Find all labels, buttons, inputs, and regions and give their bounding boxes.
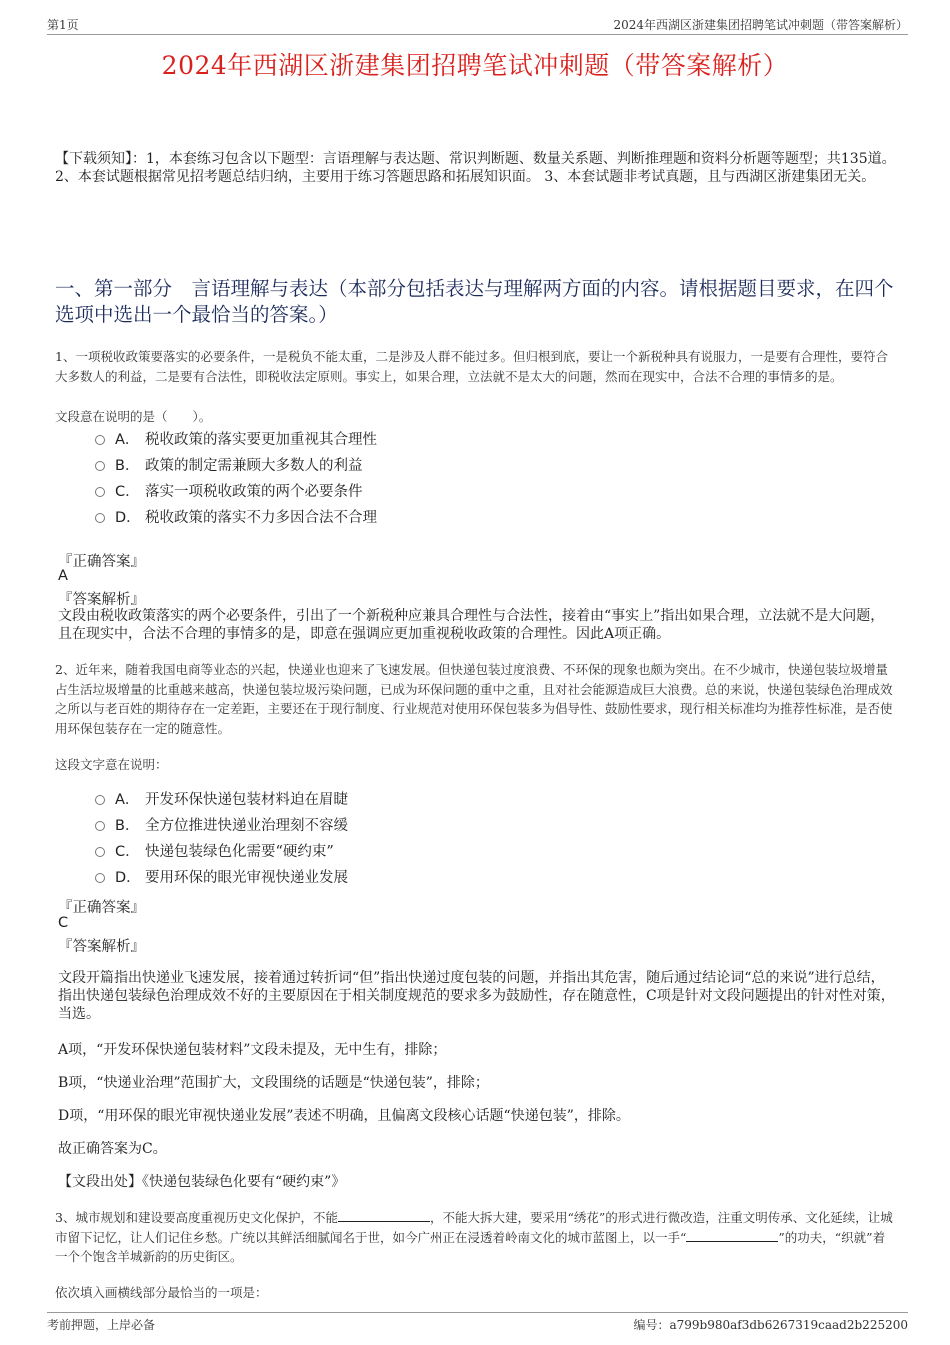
question-1-option-a[interactable]: A． 税收政策的落实要更加重视其合理性 [95, 428, 377, 454]
page-footer [47, 1312, 908, 1333]
question-2-analysis: 文段开篇指出快递业飞速发展，接着通过转折词“但”指出快递过度包装的问题，并指出其危害，随后通过结论词“总的来说”进行总结，指出快递包装绿色治理成效不好的主要原因在于相关制度规范的要求多为鼓励性，存在随意性，C项是针对文段问题提出的针对性对策，当选。 [58, 970, 895, 1022]
question-2-answer-label: 『正确答案』 [58, 900, 145, 916]
radio-icon[interactable] [95, 873, 105, 883]
page-number: 第1页 [47, 18, 79, 32]
question-2-option-b-analysis: B项，“快递业治理”范围扩大，文段围绕的话题是“快递包装”，排除； [58, 1075, 489, 1091]
fill-blank-2[interactable] [686, 1231, 778, 1242]
question-2-option-a-analysis: A项，“开发环保快递包装材料”文段未提及，无中生有，排除； [58, 1042, 447, 1058]
question-2-option-d[interactable]: D． 要用环保的眼光审视快递业发展 [95, 866, 348, 892]
download-notice: 【下载须知】：1，本套练习包含以下题型：言语理解与表达题、常识判断题、数量关系题、判断推理题和资料分析题等题型；共135道。 2、本套试题根据常见招考题总结归纳，主要用于练习答题思路和拓展知识面。 3、本套试题非考试真题，且与西湖区浙建集团无关。 [55, 151, 896, 185]
page-header [47, 14, 908, 35]
question-2-option-b[interactable]: B． 全方位推进快递业治理刻不容缓 [95, 814, 348, 840]
header-doc-title: 2024年西湖区浙建集团招聘笔试冲刺题（带答案解析） [613, 18, 908, 32]
question-1-stem: 1、一项税收政策要落实的必要条件，一是税负不能太重，二是涉及人群不能过多。但归根到底，要让一个新税种具有说服力，一是要有合理性，要符合大多数人的利益，二是要有合法性，即税收法定原则。事实上，如果合理，立法就不是太大的问题，然而在现实中，合法不合理的事情多的是。 [55, 349, 888, 384]
radio-icon[interactable] [95, 461, 105, 471]
question-1-analysis: 文段由税收政策落实的两个必要条件，引出了一个新税种应兼具合理性与合法性，接着由“事实上”指出如果合理，立法就不是大问题，且在现实中，合法不合理的事情多的是，即意在强调应更加重视税收政策的合理性。因此A项正确。 [58, 608, 885, 642]
document-title: 2024年西湖区浙建集团招聘笔试冲刺题（带答案解析） [161, 51, 789, 80]
question-2-analysis-label: 『答案解析』 [58, 939, 145, 955]
question-1-answer-label: 『正确答案』 [58, 554, 145, 570]
question-1-analysis-label: 『答案解析』 [58, 592, 145, 608]
question-2-stem: 2、近年来，随着我国电商等业态的兴起，快递业也迎来了飞速发展。但快递包装过度浪费、不环保的现象也颇为突出。在不少城市，快递包装垃圾增量占生活垃圾增量的比重越来越高，快递包装垃圾污染问题，已成为环保问题的重中之重，且对社会能源造成巨大浪费。总的来说，快递包装绿色治理成效之所以与老百姓的期待存在一定差距，主要还在于现行制度、行业规范对使用环保包装多为倡导性、鼓励性要求，现行相关标准均为推荐性标准，是否使用环保包装存在一定的随意性。 [55, 662, 893, 736]
question-1-answer: A [58, 568, 68, 584]
radio-icon[interactable] [95, 487, 105, 497]
radio-icon[interactable] [95, 513, 105, 523]
radio-icon[interactable] [95, 435, 105, 445]
question-2-options [95, 788, 348, 892]
question-2-prompt: 这段文字意在说明： [55, 757, 168, 772]
question-1-option-c[interactable]: C． 落实一项税收政策的两个必要条件 [95, 480, 377, 506]
question-1-options [95, 428, 377, 532]
question-3-stem: 3、城市规划和建设要高度重视历史文化保护，不能 ，不能大拆大建，要采用“绣花”的形式进行微改造，注重文明传承、文化延续，让城市留下记忆，让人们记住乡愁。广统以其鲜活细腻闻名于世，如今广州正在浸透着岭南文化的城市蓝图上，以一手“ ”的功夫，“织就”着一个个饱含羊城新韵的历史街区。 [55, 1210, 893, 1264]
question-1-option-d[interactable]: D． 税收政策的落实不力多因合法不合理 [95, 506, 377, 532]
radio-icon[interactable] [95, 847, 105, 857]
footer-doc-id: 编号：a799b980af3db6267319caad2b225200 [633, 1318, 908, 1332]
question-3-prompt: 依次填入画横线部分最恰当的一项是： [55, 1285, 268, 1300]
question-1-prompt: 文段意在说明的是（ ）。 [55, 409, 212, 424]
radio-icon[interactable] [95, 795, 105, 805]
question-2-conclusion: 故正确答案为C。 [58, 1141, 167, 1157]
question-1-option-b[interactable]: B． 政策的制定需兼顾大多数人的利益 [95, 454, 377, 480]
section-heading: 一、第一部分 言语理解与表达（本部分包括表达与理解两方面的内容。请根据题目要求，在四个选项中选出一个最恰当的答案。） [55, 277, 894, 326]
question-2-option-c[interactable]: C． 快递包装绿色化需要“硬约束” [95, 840, 348, 866]
question-2-option-d-analysis: D项，“用环保的眼光审视快递业发展”表述不明确，且偏离文段核心话题“快递包装”，排除。 [58, 1108, 630, 1124]
question-2-option-a[interactable]: A． 开发环保快递包装材料迫在眉睫 [95, 788, 348, 814]
fill-blank-1[interactable] [338, 1211, 430, 1222]
footer-slogan: 考前押题，上岸必备 [47, 1318, 156, 1332]
question-2-source: 【文段出处】《快递包装绿色化要有“硬约束”》 [58, 1174, 346, 1190]
radio-icon[interactable] [95, 821, 105, 831]
question-2-answer: C [58, 915, 69, 931]
